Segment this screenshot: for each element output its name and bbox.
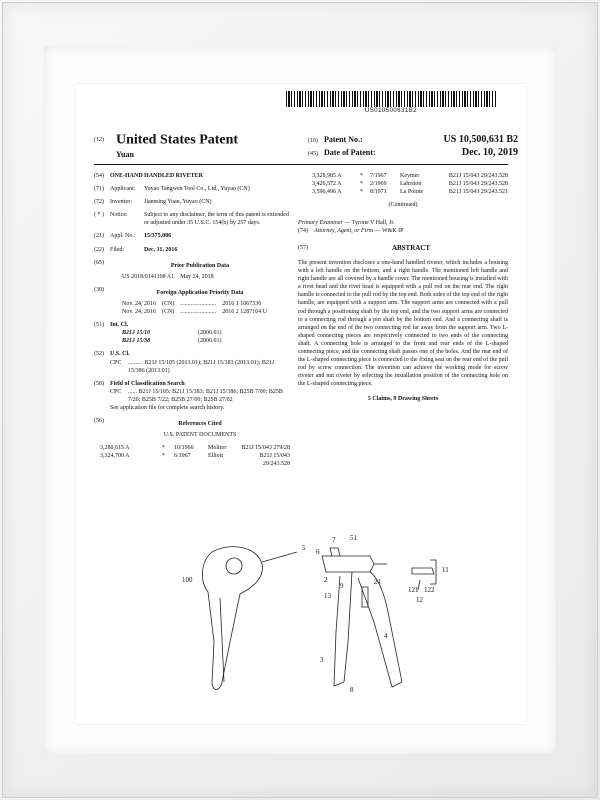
figure-label: 9 [340, 582, 344, 590]
int-cl-version: (2006.01) [198, 330, 222, 337]
ref-marker: * [162, 445, 165, 452]
examiner-value: — Tyrone V Hall, Jr. [344, 220, 395, 227]
ref-name: Molitor [208, 445, 227, 452]
barcode [286, 91, 496, 107]
inventor-label: Inventor: [110, 199, 132, 206]
patent-header-right [308, 134, 518, 160]
field-of-search [94, 380, 290, 412]
appl-value: 15/375,086 [144, 233, 172, 240]
header-rule [94, 164, 508, 165]
patent-header-left [94, 131, 238, 159]
ref-class: B21J 15/043 29/243.528 [448, 181, 508, 188]
int-cl-class: B21J 15/10 [122, 330, 151, 337]
priority-country: (CN) [161, 300, 175, 307]
filed-value: Dec. 11, 2016 [144, 246, 178, 253]
inid-code: (71) [94, 186, 104, 193]
filed-label: Filed: [110, 246, 125, 253]
barcode-number: US010500631B2 [364, 108, 418, 114]
reference-row [312, 172, 508, 180]
claims-summary: 5 Claims, 9 Drawing Sheets [367, 395, 439, 402]
figure-label: 3 [320, 656, 324, 664]
inid-code: (12) [94, 137, 104, 144]
ref-marker: * [360, 181, 363, 188]
field-cpc-value: ...... B21J 15/105; B21J 15/383; B21J 15/386; B25B 7/00; B25B 7/20; B25B 7/22; B25B 27/00; B25B 27/02 [128, 388, 283, 403]
figure-label: 122 [424, 586, 435, 594]
inid-code: (65) [94, 259, 104, 266]
invention-title [94, 172, 290, 180]
patent-date-row [308, 147, 518, 158]
abstract-header [298, 244, 508, 253]
references-subtitle: U.S. PATENT DOCUMENTS [163, 432, 237, 439]
applicant-label: Applicant: [110, 186, 136, 193]
priority-date: Nov. 24, 2016 [122, 300, 156, 307]
inid-code: ( * ) [94, 212, 104, 219]
attorney-value: — W&K IP [374, 228, 404, 235]
patent-number-label: Patent No.: [324, 135, 363, 144]
riveter-left-view [202, 547, 297, 690]
notice-value: Subject to any disclaimer, the term of this patent is extended or adjusted under 35 U.S.C. 154(b) by 257 days. [144, 212, 289, 227]
ref-name: La Pointe [400, 189, 424, 196]
priority-date: Nov. 24, 2016 [122, 309, 156, 316]
appl-label: Appl. No.: [110, 233, 136, 240]
attorney-label: Attorney, Agent, or Firm [314, 228, 374, 235]
figure-labels [182, 534, 449, 694]
ref-name: Keymer [400, 173, 420, 179]
ref-patent-number: 3,426,572 A [312, 181, 342, 188]
abstract-text: The present invention discloses a one-hand handled riveter, which includes a housing with a left handle on the bottom, and a right handle. The mentioned left handle and right handle are all covered by a handle cover. The mentioned housing is installed with a rivet head and the rivet head is equipped with a pull rod on the rear end. The right handle is connected to the pull rod by the top end. Both sides of the top end of the right handle, are equipped with a support arm. The support arms are connected with a pull rod through a positioning shaft by the top end, and the two support arms are connected to a connecting rod through a pin shaft by the bottom end. And a connecting shaft is arranged on the end of the two connecting rod far away from the support arm. Two L-shaped connecting pieces are respectively connected to two ends of the connecting shaft. A connecting hole is arranged to the front and rear ends of the L-shaped connecting piece, and the connecting shaft passes one of the holes. And the rear end of the L-shaped connecting piece is connected to the fixing seat on the rear end of the pull rod by screw connection. The invention can achieve the working mode for screw riveter and nut riveter by selecting the installation position of the connecting hole on the L-shaped connecting piece. [298, 260, 508, 388]
cpc-label: CPC [110, 388, 122, 395]
inid-code: (21) [94, 233, 104, 240]
ref-marker: * [360, 189, 363, 196]
inid-code: (56) [94, 418, 104, 425]
figure-label: 8 [350, 686, 354, 694]
figure-label: 21 [374, 578, 381, 586]
patent-author: Yuan [116, 150, 134, 159]
ref-date: 2/1969 [370, 181, 387, 188]
ref-class: B21J 15/043 29/243.528 [448, 173, 508, 179]
priority-number: 2016 2 1287104 U [222, 309, 268, 316]
inid-code: (74) [298, 228, 308, 235]
leader-dots: ........................ [180, 309, 217, 316]
riveter-drawing [112, 532, 512, 707]
applicant-value: Yuyao Tangwen Tool Co., Ltd., Yuyao (CN) [144, 186, 250, 193]
attorney [298, 227, 508, 235]
applicant [94, 185, 290, 193]
references-title: References Cited [178, 421, 222, 428]
reference-row [312, 180, 508, 188]
patent-title: United States Patent [116, 132, 239, 148]
foreign-priority-row [122, 300, 290, 308]
references-continued: (Continued) [388, 202, 418, 209]
inid-code: (30) [94, 286, 104, 293]
figure-label: 100 [182, 576, 193, 584]
priority-country: (CN) [161, 309, 175, 316]
patent-date: Dec. 10, 2019 [461, 147, 518, 158]
ref-date: 10/1966 [174, 445, 194, 452]
figure-label: 51 [350, 534, 357, 542]
int-cl [94, 321, 290, 345]
patent-number-row [308, 134, 518, 145]
notice-label: Notice: [110, 212, 128, 219]
int-cl-row [122, 329, 290, 337]
prior-publication [94, 259, 290, 281]
foreign-priority [94, 286, 290, 316]
notice [94, 211, 290, 227]
inid-code: (54) [94, 173, 104, 179]
ref-patent-number: 3,328,985 A [312, 173, 342, 179]
inventor [94, 198, 290, 206]
us-cl [94, 350, 290, 374]
ref-date: 6/1967 [174, 453, 191, 460]
figure-label: 12 [416, 596, 423, 604]
field-note: See application file for complete search history. [110, 404, 225, 411]
foreign-priority-title: Foreign Application Priority Data [156, 289, 244, 296]
priority-number: 2016 1 1067336 [222, 300, 262, 307]
inid-code: (10) [308, 138, 318, 144]
inid-code: (58) [94, 380, 104, 387]
figure-label: 121 [408, 586, 419, 594]
figure-label: 6 [316, 548, 320, 556]
figure-label: 11 [442, 566, 449, 574]
int-cl-title: Int. Cl. [110, 322, 129, 329]
leader-dots: ........................ [180, 300, 217, 307]
inid-code: (45) [308, 151, 318, 157]
ref-patent-number: 3,596,496 A [312, 189, 342, 196]
field-of-search-title: Field of Classification Search [110, 380, 185, 387]
prior-publication-title: Prior Publication Data [170, 262, 230, 269]
patent-date-label: Date of Patent: [324, 148, 376, 157]
right-column [298, 172, 508, 403]
references-cited [94, 417, 290, 439]
riveter-main-view [322, 548, 436, 687]
inid-code: (57) [298, 244, 308, 251]
ref-name: Lahrston [400, 181, 422, 188]
reference-row [100, 444, 290, 452]
ref-class: B21J 15/043 29/243.521 [448, 189, 508, 196]
figure-label: 7 [332, 536, 336, 544]
abstract-title: ABSTRACT [391, 243, 431, 252]
ref-patent-number: 3,280,615 A [100, 445, 130, 452]
patent-number: US 10,500,631 B2 [443, 134, 518, 145]
ref-date: 7/1967 [370, 173, 387, 179]
cpc-label: CPC [110, 359, 122, 366]
ref-marker: * [162, 453, 165, 460]
reference-row [100, 452, 290, 468]
int-cl-row [122, 337, 290, 345]
ref-patent-number: 3,324,700 A [100, 453, 130, 460]
left-column [94, 172, 290, 469]
examiner-label: Primary Examiner [298, 220, 343, 227]
primary-examiner [298, 219, 508, 227]
prior-pub-date: May 24, 2018 [180, 273, 214, 280]
figure-label: 4 [384, 632, 388, 640]
foreign-priority-row [122, 308, 290, 316]
int-cl-version: (2006.01) [198, 338, 222, 345]
inid-code: (51) [94, 322, 104, 329]
inventor-value: Jianming Yuan, Yuyao (CN) [144, 199, 212, 206]
inid-code: (22) [94, 246, 104, 253]
application-number [94, 232, 290, 240]
patent-page [76, 84, 526, 724]
int-cl-class: B21J 15/38 [122, 338, 151, 345]
inid-code: (52) [94, 351, 104, 358]
reference-row [312, 188, 508, 196]
filed-date [94, 246, 290, 254]
inid-code: (72) [94, 199, 104, 206]
ref-name: Elliott [208, 453, 223, 460]
prior-pub-number: US 2018/0141108 A1 [122, 273, 175, 280]
invention-title-text: ONE-HAND HANDLED RIVETER [110, 173, 204, 179]
prior-publication-row [122, 273, 290, 281]
us-cl-title: U.S. Cl. [110, 351, 130, 358]
ref-marker: * [360, 173, 363, 179]
ref-class: B21J 15/043 29/243.528 [259, 453, 290, 468]
figure-label: 13 [324, 592, 331, 600]
ref-class: B21J 15/043 279/28 [241, 445, 290, 452]
ref-date: 8/1971 [370, 189, 387, 196]
figure-label: 2 [324, 576, 328, 584]
cpc-value: .......... B21J 15/105 (2013.01); B21J 15/383 (2013.01); B21J 15/386 (2013.01) [128, 359, 275, 374]
figure-label: 5 [302, 544, 306, 552]
